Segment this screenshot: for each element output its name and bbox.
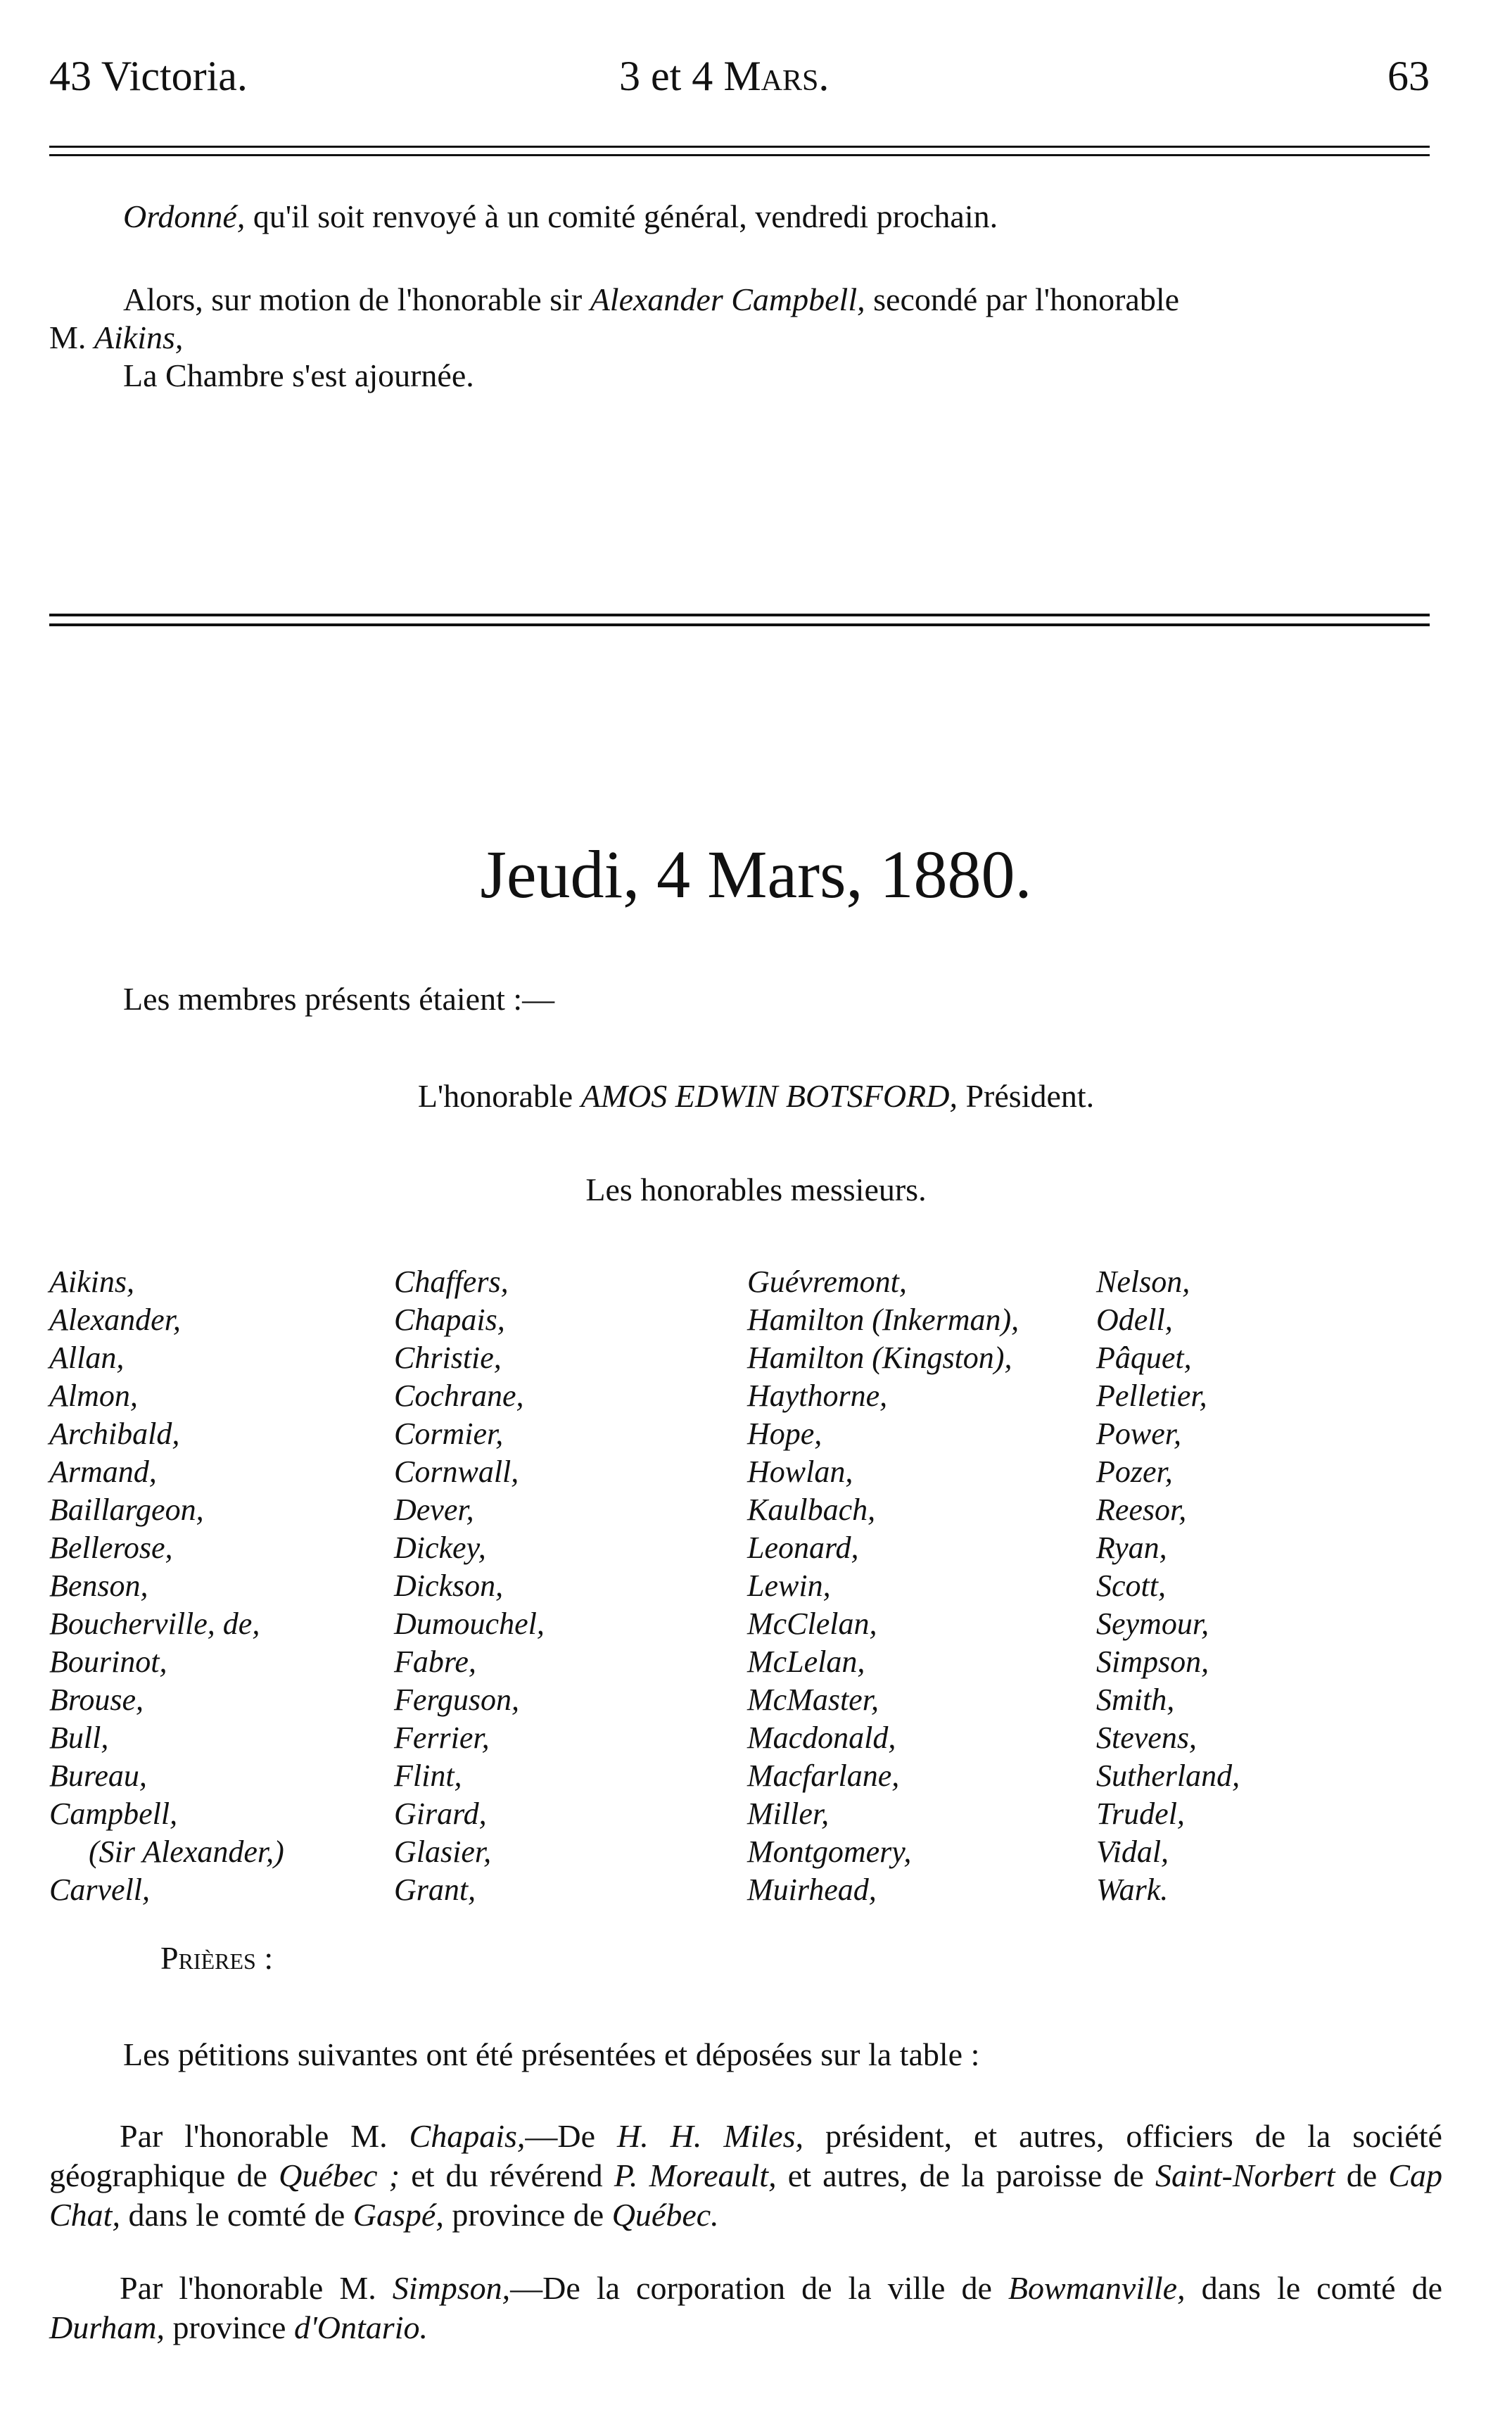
petition-text: —De — [525, 2118, 617, 2154]
member-name: Ryan, — [1096, 1530, 1167, 1565]
member-name: Hamilton (Inkerman), — [747, 1302, 1019, 1337]
member-name: Ferrier, — [394, 1720, 490, 1755]
member-name: Vidal, — [1096, 1834, 1169, 1869]
member-name: McLelan, — [747, 1644, 865, 1679]
member-name: Alexander, — [49, 1302, 181, 1337]
member-name: Montgomery, — [747, 1834, 912, 1869]
motion-text-b: secondé par l'honorable — [865, 281, 1180, 317]
petition-place: Québec ; — [279, 2157, 400, 2193]
member-name-continuation: (Sir Alexander,) — [89, 1834, 284, 1869]
petition-place: Gaspé, — [352, 2197, 444, 2233]
petition-text: dans le comté de — [120, 2197, 353, 2233]
petition-chapais — [49, 2117, 1442, 2235]
member-name: Carvell, — [49, 1872, 150, 1907]
header-rule-bottom — [49, 154, 1430, 156]
president-prefix: L'honorable — [417, 1078, 581, 1114]
member-name: McMaster, — [747, 1682, 879, 1717]
member-name: Nelson, — [1096, 1264, 1190, 1299]
section-rule-bottom — [49, 623, 1430, 626]
member-name: Chapais, — [394, 1302, 505, 1337]
petition-text: Par l'honorable M. — [120, 2118, 409, 2154]
member-name: Trudel, — [1096, 1796, 1185, 1831]
honorables-heading: Les honorables messieurs. — [585, 1172, 927, 1208]
adjourned-line: La Chambre s'est ajournée. — [123, 357, 474, 393]
president-line — [0, 1077, 1512, 1115]
header-left: 43 Victoria. — [49, 53, 248, 99]
members-column-1 — [49, 1263, 284, 1909]
ordered-line — [123, 197, 998, 236]
member-name: Macdonald, — [747, 1720, 896, 1755]
member-name: Dickey, — [394, 1530, 486, 1565]
member-name: Girard, — [394, 1796, 487, 1831]
member-name: Flint, — [394, 1758, 462, 1793]
petition-place: Bowmanville, — [1008, 2270, 1186, 2306]
petition-name: P. Moreault, — [614, 2157, 777, 2193]
motion-line-2 — [49, 318, 183, 357]
petition-name: H. H. Miles, — [617, 2118, 804, 2154]
member-name: Archibald, — [49, 1416, 180, 1451]
member-name: Odell, — [1096, 1302, 1173, 1337]
petition-text: —De la corporation de la ville de — [510, 2270, 1008, 2306]
members-column-3 — [747, 1263, 1019, 1909]
motion-line-1 — [123, 280, 1179, 319]
member-name: Stevens, — [1096, 1720, 1197, 1755]
petition-place: Québec. — [611, 2197, 719, 2233]
petition-simpson — [49, 2269, 1442, 2347]
member-name: Boucherville, de, — [49, 1606, 260, 1641]
motion-name-campbell: Alexander Campbell, — [590, 281, 865, 317]
member-name: Reesor, — [1096, 1492, 1187, 1527]
member-name: Leonard, — [747, 1530, 859, 1565]
member-name: Hope, — [747, 1416, 822, 1451]
member-name: Glasier, — [394, 1834, 492, 1869]
petition-place: Saint-Norbert — [1155, 2157, 1335, 2193]
petition-place: Cap Chat, — [49, 2157, 1442, 2233]
petition-text: et autres, de la paroisse de — [776, 2157, 1155, 2193]
member-name: Dever, — [394, 1492, 474, 1527]
member-name: Almon, — [49, 1378, 138, 1413]
member-name: Sutherland, — [1096, 1758, 1240, 1793]
petition-text: province de — [443, 2197, 612, 2233]
motion-text-a: Alors, sur motion de l'honorable sir — [123, 281, 590, 317]
member-name: Power, — [1096, 1416, 1181, 1451]
member-name: Armand, — [49, 1454, 157, 1489]
header-center-day: 3 et 4 — [619, 53, 724, 99]
member-name: Bureau, — [49, 1758, 147, 1793]
petition-name: Chapais, — [409, 2118, 526, 2154]
petition-text: président, et autres, officiers de la société géographique de — [49, 2118, 1442, 2193]
member-name: Bourinot, — [49, 1644, 167, 1679]
member-name: Bellerose, — [49, 1530, 173, 1565]
member-name: Grant, — [394, 1872, 476, 1907]
petition-name: Simpson, — [392, 2270, 511, 2306]
petitions-intro: Les pétitions suivantes ont été présentées et déposées sur la table : — [123, 2036, 980, 2072]
member-name: Simpson, — [1096, 1644, 1209, 1679]
ordered-rest: qu'il soit renvoyé à un comité général, vendredi prochain. — [245, 198, 998, 234]
members-present-line: Les membres présents étaient :— — [123, 981, 555, 1017]
petition-text: dans le comté de — [1185, 2270, 1442, 2306]
motion-name-aikins: Aikins, — [94, 319, 184, 355]
member-name: Guévremont, — [747, 1264, 907, 1299]
member-name: Benson, — [49, 1568, 148, 1603]
petition-text: de — [1335, 2157, 1389, 2193]
day-title: Jeudi, 4 Mars, 1880. — [480, 837, 1032, 912]
petition-text: Par l'honorable M. — [120, 2270, 393, 2306]
member-name: Lewin, — [747, 1568, 831, 1603]
member-name: Pâquet, — [1096, 1340, 1192, 1375]
member-name: Aikins, — [49, 1264, 134, 1299]
page-number: 63 — [1387, 53, 1430, 99]
member-name: Dumouchel, — [394, 1606, 545, 1641]
header-center — [619, 55, 829, 97]
member-name: Cormier, — [394, 1416, 504, 1451]
member-name: McClelan, — [747, 1606, 877, 1641]
member-name: Macfarlane, — [747, 1758, 900, 1793]
member-name: Scott, — [1096, 1568, 1166, 1603]
member-name: Hamilton (Kingston), — [747, 1340, 1012, 1375]
member-name: Fabre, — [394, 1644, 476, 1679]
member-name: Smith, — [1096, 1682, 1175, 1717]
member-name: Christie, — [394, 1340, 502, 1375]
member-name: Pozer, — [1096, 1454, 1173, 1489]
member-name: Baillargeon, — [49, 1492, 204, 1527]
president-suffix: Président. — [957, 1078, 1095, 1114]
members-column-2 — [394, 1263, 545, 1909]
motion-text-c: M. — [49, 319, 94, 355]
petition-place: d'Ontario. — [293, 2309, 428, 2345]
member-name: Cornwall, — [394, 1454, 519, 1489]
member-name: Howlan, — [747, 1454, 853, 1489]
member-name: Allan, — [49, 1340, 125, 1375]
member-name: Seymour, — [1096, 1606, 1209, 1641]
member-name: Miller, — [747, 1796, 830, 1831]
member-name: Wark. — [1096, 1872, 1169, 1907]
petition-place: Durham, — [49, 2309, 165, 2345]
member-name: Campbell, — [49, 1796, 178, 1831]
president-name: AMOS EDWIN BOTSFORD, — [580, 1078, 958, 1114]
member-name: Kaulbach, — [747, 1492, 876, 1527]
member-name: Pelletier, — [1096, 1378, 1207, 1413]
prayers-heading: Prières : — [160, 1940, 274, 1976]
petition-text: province — [165, 2309, 294, 2345]
header-rule-top — [49, 146, 1430, 148]
member-name: Brouse, — [49, 1682, 144, 1717]
header-center-month: Mars. — [723, 53, 830, 99]
member-name: Dickson, — [394, 1568, 504, 1603]
member-name: Ferguson, — [394, 1682, 520, 1717]
petition-text: et du révérend — [400, 2157, 614, 2193]
member-name: Haythorne, — [747, 1378, 888, 1413]
members-column-4 — [1096, 1263, 1240, 1909]
section-rule-top — [49, 614, 1430, 616]
member-name: Chaffers, — [394, 1264, 509, 1299]
member-name: Bull, — [49, 1720, 109, 1755]
member-name: Muirhead, — [747, 1872, 877, 1907]
member-name: Cochrane, — [394, 1378, 524, 1413]
ordered-word: Ordonné, — [123, 198, 246, 234]
